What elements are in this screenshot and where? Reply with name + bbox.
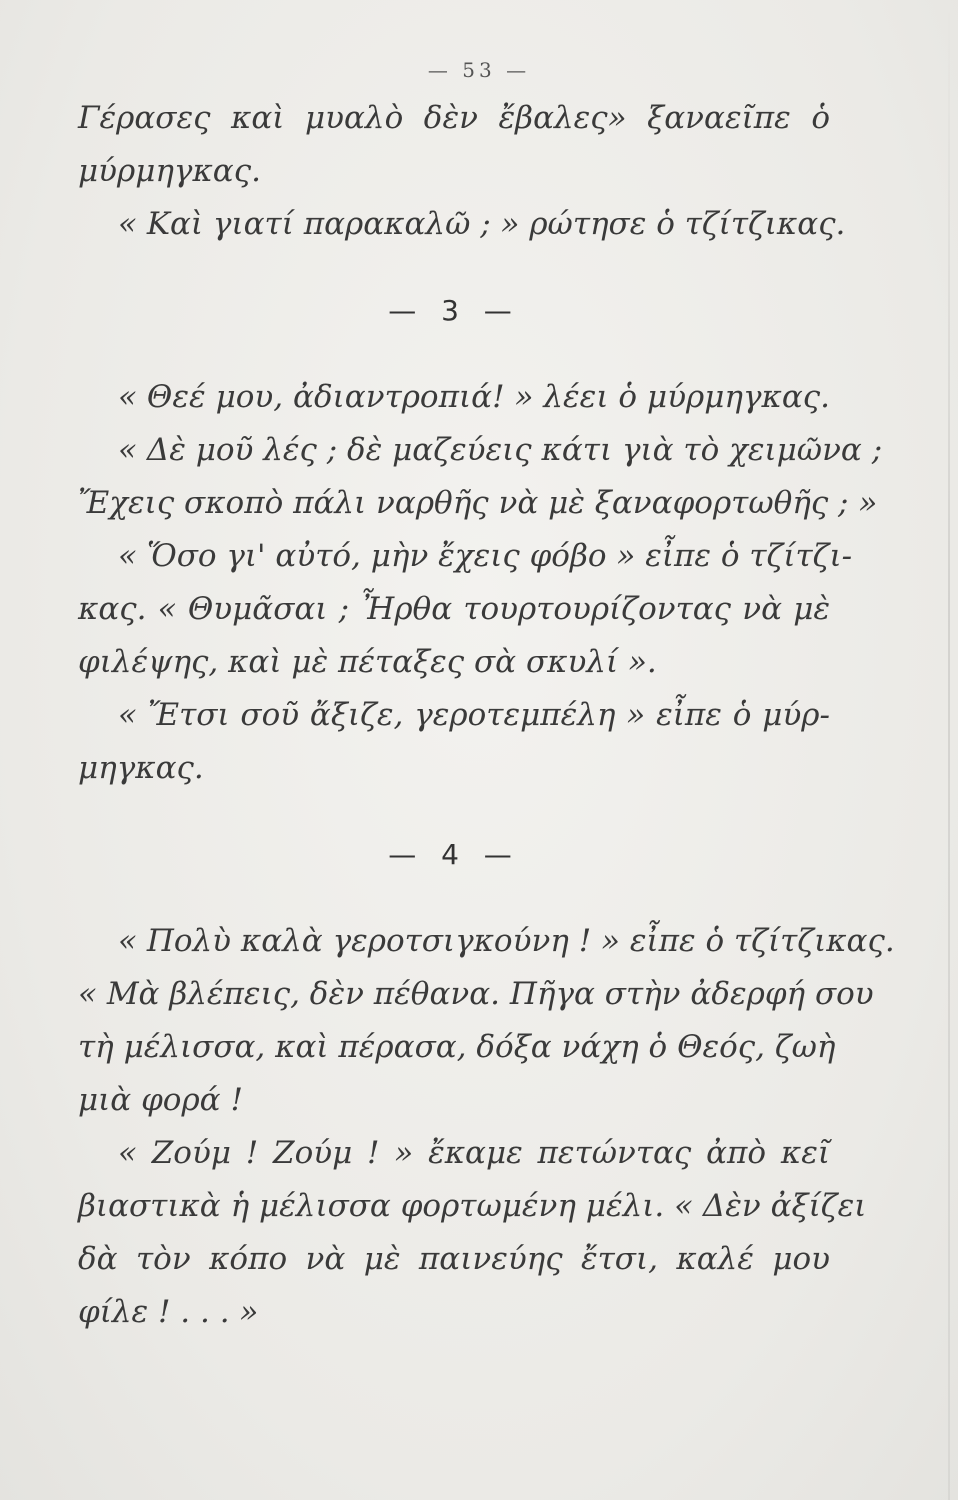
- text-line: Γέρασες καὶ μυαλὸ δὲν ἔβαλες» ξαναεῖπε ὁ: [78, 100, 830, 136]
- text-line: φίλε ! . . . »: [78, 1294, 259, 1330]
- text-line: μηγκας.: [78, 750, 204, 786]
- section-heading-3: — 3 —: [388, 294, 520, 327]
- text-line: Ἔχεις σκοπὸ πάλι ναρθῆς νὰ μὲ ξαναφορτωθῆς ; »: [78, 485, 878, 521]
- text-line: κας. « Θυμᾶσαι ; Ἦρθα τουρτουρίζοντας νὰ μὲ: [78, 591, 830, 627]
- page-text: [78, 92, 895, 1339]
- page-number: — 53 —: [427, 58, 531, 82]
- text-line: δὰ τὸν κόπο νὰ μὲ παινεύης ἔτσι, καλέ μου: [78, 1241, 830, 1277]
- text-line: « Θεέ μου, ἀδιαντροπιά! » λέει ὁ μύρμηγκας.: [118, 379, 830, 415]
- text-line: βιαστικὰ ἡ μέλισσα φορτωμένη μέλι. « Δὲν ἀξίζει: [78, 1188, 867, 1224]
- text-line: « Ἔτσι σοῦ ἄξιζε, γεροτεμπέλη » εἶπε ὁ μύρ-: [118, 697, 830, 733]
- text-line: τὴ μέλισσα, καὶ πέρασα, δόξα νάχη ὁ Θεός, ζωὴ: [78, 1029, 836, 1065]
- text-line: « Ὅσο γι' αὐτό, μὴν ἔχεις φόβο » εἶπε ὁ τζίτζι-: [118, 538, 853, 574]
- page-edge: [948, 0, 950, 1500]
- text-line: μύρμηγκας.: [78, 153, 261, 189]
- text-line: μιὰ φορά !: [78, 1082, 243, 1118]
- text-line: « Καὶ γιατί παρακαλῶ ; » ρώτησε ὁ τζίτζικας.: [118, 206, 846, 242]
- text-line: « Ζούμ ! Ζούμ ! » ἔκαμε πετώντας ἀπὸ κεῖ: [118, 1135, 830, 1171]
- text-line: « Δὲ μοῦ λές ; δὲ μαζεύεις κάτι γιὰ τὸ χειμῶνα ;: [118, 432, 883, 468]
- text-line: φιλέψης, καὶ μὲ πέταξες σὰ σκυλί ».: [78, 644, 657, 680]
- section-heading-4: — 4 —: [388, 838, 520, 871]
- text-line: « Μὰ βλέπεις, δὲν πέθανα. Πῆγα στὴν ἀδερφή σου: [78, 976, 874, 1012]
- text-line: « Πολὺ καλὰ γεροτσιγκούνη ! » εἶπε ὁ τζίτζικας.: [118, 923, 895, 959]
